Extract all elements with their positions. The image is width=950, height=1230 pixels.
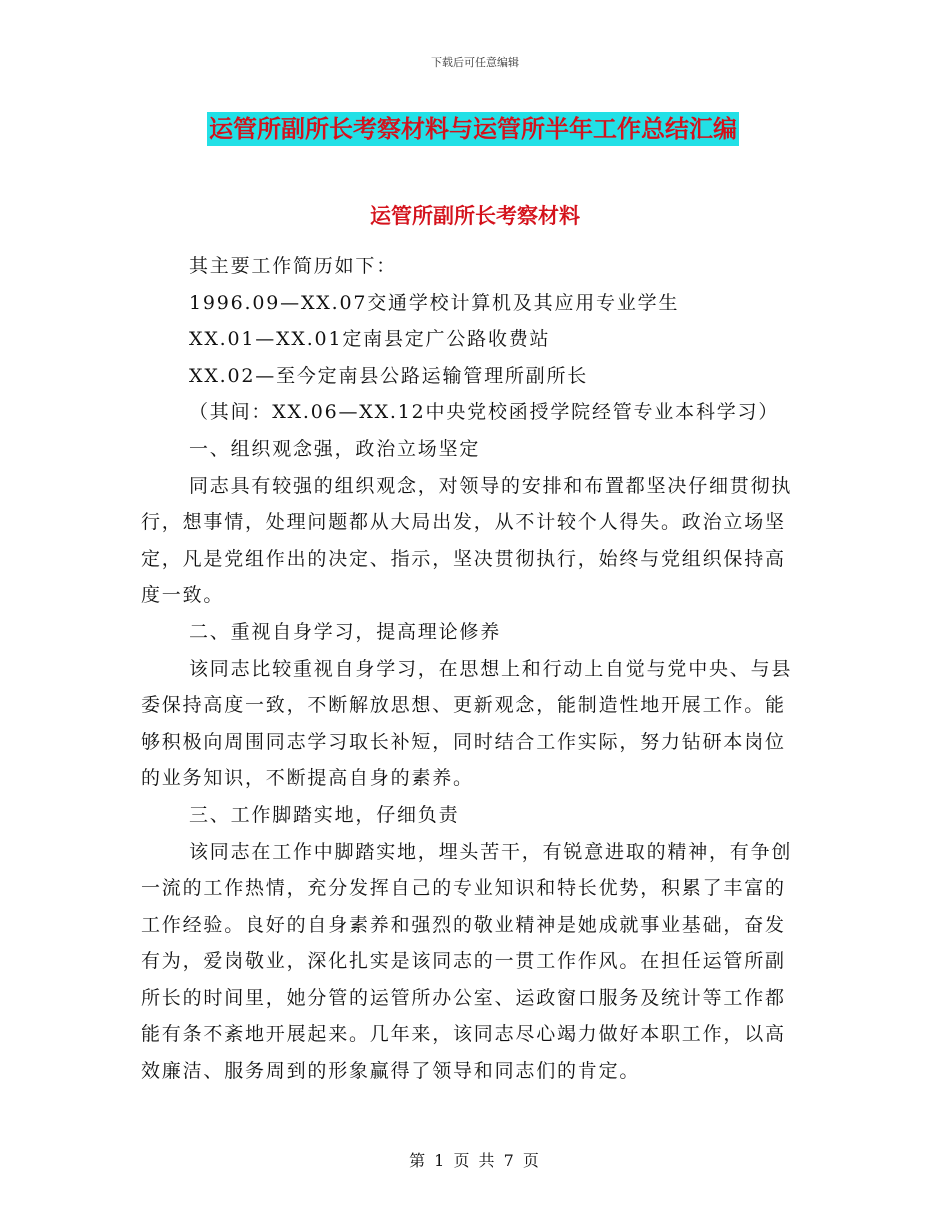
- page-number: 第 1 页 共 7 页: [409, 1151, 541, 1170]
- section-title: 运管所副所长考察材料: [370, 204, 580, 228]
- document-title: 运管所副所长考察材料与运管所半年工作总结汇编: [207, 112, 739, 146]
- document-body: [141, 248, 801, 1090]
- paragraph-resume-note: （其间：XX.06—XX.12中央党校函授学院经管专业本科学习）: [189, 401, 780, 424]
- header-note: 下载后可任意编辑: [431, 56, 519, 69]
- paragraph-resume-2: XX.01—XX.01定南县定广公路收费站: [189, 328, 551, 351]
- heading-three: 三、工作脚踏实地，仔细负责: [189, 803, 460, 826]
- paragraph-study: 该同志比较重视自身学习，在思想上和行动上自觉与党中央、与县委保持高度一致，不断解放思想、更新观念，能制造性地开展工作。能够积极向周围同志学习取长补短，同时结合工作实际，努力钻研本岗位的业务知识，不断提高自身的素养。: [141, 657, 793, 790]
- heading-one: 一、组织观念强，政治立场坚定: [189, 437, 481, 460]
- paragraph-intro: 其主要工作简历如下：: [189, 255, 398, 277]
- heading-two: 二、重视自身学习，提高理论修养: [189, 620, 502, 643]
- paragraph-resume-1: 1996.09—XX.07交通学校计算机及其应用专业学生: [189, 291, 680, 314]
- paragraph-organization: 同志具有较强的组织观念，对领导的安排和布置都坚决仔细贯彻执行，想事情，处理问题都从大局出发，从不计较个人得失。政治立场坚定，凡是党组作出的决定、指示，坚决贯彻执行，始终与党组织保持高度一致。: [141, 474, 793, 607]
- paragraph-resume-3: XX.02—至今定南县公路运输管理所副所长: [189, 364, 589, 387]
- paragraph-work: 该同志在工作中脚踏实地，埋头苦干，有锐意进取的精神，有争创一流的工作热情，充分发挥自己的专业知识和特长优势，积累了丰富的工作经验。良好的自身素养和强烈的敬业精神是她成就事业基础，奋发有为，爱岗敬业，深化扎实是该同志的一贯工作作风。在担任运管所副所长的时间里，她分管的运管所办公室、运政窗口服务及统计等工作都能有条不紊地开展起来。几年来，该同志尽心竭力做好本职工作，以高效廉洁、服务周到的形象赢得了领导和同志们的肯定。: [141, 840, 793, 1083]
